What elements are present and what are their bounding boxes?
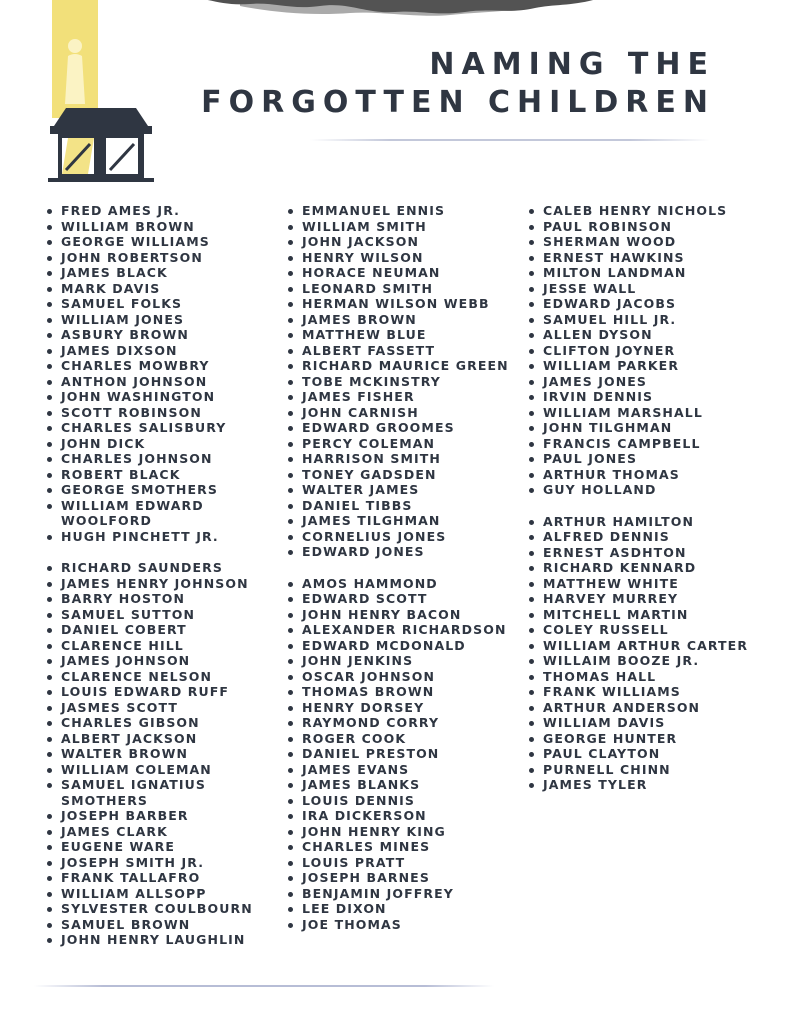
name-list-item: WILLIAM MARSHALL <box>528 405 768 421</box>
name-list-item: ARTHUR HAMILTON <box>528 514 768 530</box>
name-list-item: JAMES BLANKS <box>287 777 523 793</box>
name-list-item: WILLIAM EDWARD WOOLFORD <box>46 498 282 529</box>
name-list-item: WILLIAM ALLSOPP <box>46 886 282 902</box>
name-list-item: EDWARD SCOTT <box>287 591 523 607</box>
name-list-item: JAMES BROWN <box>287 312 523 328</box>
name-list-item: JOSEPH SMITH JR. <box>46 855 282 871</box>
title-line-1: NAMING THE <box>429 47 715 82</box>
name-list-item: ALBERT FASSETT <box>287 343 523 359</box>
name-list-item: CLARENCE HILL <box>46 638 282 654</box>
name-list-item: MATTHEW BLUE <box>287 327 523 343</box>
name-list-item: ERNEST ASDHTON <box>528 545 768 561</box>
name-list-item: ALEXANDER RICHARDSON <box>287 622 523 638</box>
name-list-item: MILTON LANDMAN <box>528 265 768 281</box>
name-list-item: CHARLES GIBSON <box>46 715 282 731</box>
name-list-item: LEONARD SMITH <box>287 281 523 297</box>
name-list-item: JAMES DIXSON <box>46 343 282 359</box>
name-list-item: OSCAR JOHNSON <box>287 669 523 685</box>
name-list-item: FRANK TALLAFRO <box>46 870 282 886</box>
name-list-item: TONEY GADSDEN <box>287 467 523 483</box>
name-list-item: WILLIAM ARTHUR CARTER <box>528 638 768 654</box>
name-list-item: FRANCIS CAMPBELL <box>528 436 768 452</box>
name-list-item: MITCHELL MARTIN <box>528 607 768 623</box>
name-list-item: LOUIS EDWARD RUFF <box>46 684 282 700</box>
name-list-item: CHARLES MINES <box>287 839 523 855</box>
name-list-item: CLIFTON JOYNER <box>528 343 768 359</box>
name-list-item: TOBE MCKINSTRY <box>287 374 523 390</box>
name-list-item: JAMES BLACK <box>46 265 282 281</box>
name-list-item: ALFRED DENNIS <box>528 529 768 545</box>
name-list-item: WALTER BROWN <box>46 746 282 762</box>
name-list-item: LOUIS PRATT <box>287 855 523 871</box>
name-list-item: EDWARD JONES <box>287 544 523 560</box>
name-list-item: JESSE WALL <box>528 281 768 297</box>
name-list-item: RICHARD MAURICE GREEN <box>287 358 523 374</box>
name-list-item: PURNELL CHINN <box>528 762 768 778</box>
ink-splash-graphic <box>180 0 600 18</box>
name-list-item: SAMUEL IGNATIUS SMOTHERS <box>46 777 282 808</box>
name-list-item: WALTER JAMES <box>287 482 523 498</box>
name-list-item: EDWARD JACOBS <box>528 296 768 312</box>
name-list-item: JOSEPH BARBER <box>46 808 282 824</box>
name-list-item: WILLIAM JONES <box>46 312 282 328</box>
name-list-item: EDWARD GROOMES <box>287 420 523 436</box>
name-list-item: HUGH PINCHETT JR. <box>46 529 282 545</box>
name-list-item: FRANK WILLIAMS <box>528 684 768 700</box>
name-list-item: FRED AMES JR. <box>46 203 282 219</box>
name-list-item: RAYMOND CORRY <box>287 715 523 731</box>
name-list-item: PAUL ROBINSON <box>528 219 768 235</box>
name-list-item: ASBURY BROWN <box>46 327 282 343</box>
name-list-item: CHARLES SALISBURY <box>46 420 282 436</box>
name-list-item: ARTHUR THOMAS <box>528 467 768 483</box>
name-list-item: WILLAIM BOOZE JR. <box>528 653 768 669</box>
name-list-item: MARK DAVIS <box>46 281 282 297</box>
name-list-item: BARRY HOSTON <box>46 591 282 607</box>
name-list-item: JAMES JOHNSON <box>46 653 282 669</box>
name-list-item: IRVIN DENNIS <box>528 389 768 405</box>
bottom-divider <box>34 985 494 987</box>
name-list-item: DANIEL COBERT <box>46 622 282 638</box>
name-list-item: WILLIAM BROWN <box>46 219 282 235</box>
name-list-item: WILLIAM PARKER <box>528 358 768 374</box>
name-list-item: HARRISON SMITH <box>287 451 523 467</box>
name-list-item: JOHN CARNISH <box>287 405 523 421</box>
page-title <box>201 46 715 122</box>
name-list-item: IRA DICKERSON <box>287 808 523 824</box>
name-list-item: JAMES JONES <box>528 374 768 390</box>
name-list-item: JOHN TILGHMAN <box>528 420 768 436</box>
name-list-item: CHARLES MOWBRY <box>46 358 282 374</box>
name-list-item: JOHN DICK <box>46 436 282 452</box>
name-list-item: JAMES HENRY JOHNSON <box>46 576 282 592</box>
name-list-item: GEORGE SMOTHERS <box>46 482 282 498</box>
names-column-2 <box>287 203 523 932</box>
name-list-item: SAMUEL BROWN <box>46 917 282 933</box>
name-list-item: THOMAS HALL <box>528 669 768 685</box>
name-list-item: HENRY WILSON <box>287 250 523 266</box>
name-list-item: JASMES SCOTT <box>46 700 282 716</box>
name-list-item: EUGENE WARE <box>46 839 282 855</box>
name-list-item: AMOS HAMMOND <box>287 576 523 592</box>
name-list-item: BENJAMIN JOFFREY <box>287 886 523 902</box>
name-list-item: JAMES TILGHMAN <box>287 513 523 529</box>
name-list-item: HERMAN WILSON WEBB <box>287 296 523 312</box>
name-list-item: HORACE NEUMAN <box>287 265 523 281</box>
name-list-item: PAUL JONES <box>528 451 768 467</box>
name-list-item: CORNELIUS JONES <box>287 529 523 545</box>
name-list-item: JOHN HENRY LAUGHLIN <box>46 932 282 948</box>
name-list-item: JOHN HENRY BACON <box>287 607 523 623</box>
name-list-item: PAUL CLAYTON <box>528 746 768 762</box>
name-list-item: RICHARD SAUNDERS <box>46 560 282 576</box>
name-list-item: JAMES FISHER <box>287 389 523 405</box>
name-list-item: SAMUEL HILL JR. <box>528 312 768 328</box>
name-list-item: DANIEL TIBBS <box>287 498 523 514</box>
title-divider <box>310 139 710 141</box>
name-list-item: ANTHON JOHNSON <box>46 374 282 390</box>
name-list-item: WILLIAM DAVIS <box>528 715 768 731</box>
name-list-item: LOUIS DENNIS <box>287 793 523 809</box>
name-list-item: SAMUEL FOLKS <box>46 296 282 312</box>
name-list-item: EDWARD MCDONALD <box>287 638 523 654</box>
name-list-item: WILLIAM SMITH <box>287 219 523 235</box>
name-list-item: JOHN HENRY KING <box>287 824 523 840</box>
name-list-item: SYLVESTER COULBOURN <box>46 901 282 917</box>
name-list-item: GEORGE HUNTER <box>528 731 768 747</box>
name-list-item: JAMES CLARK <box>46 824 282 840</box>
name-list-item: ROBERT BLACK <box>46 467 282 483</box>
name-list-item: CHARLES JOHNSON <box>46 451 282 467</box>
title-line-2: FORGOTTEN CHILDREN <box>201 85 715 120</box>
name-list-item: RICHARD KENNARD <box>528 560 768 576</box>
name-list-item: CLARENCE NELSON <box>46 669 282 685</box>
name-list-item: LEE DIXON <box>287 901 523 917</box>
name-list-item: COLEY RUSSELL <box>528 622 768 638</box>
schoolhouse-icon <box>48 104 154 182</box>
name-list-item: ERNEST HAWKINS <box>528 250 768 266</box>
light-beam-graphic <box>52 0 98 118</box>
name-list-item: JOE THOMAS <box>287 917 523 933</box>
name-list-item: EMMANUEL ENNIS <box>287 203 523 219</box>
name-list-item: MATTHEW WHITE <box>528 576 768 592</box>
name-list-item: SHERMAN WOOD <box>528 234 768 250</box>
name-list-item: ALBERT JACKSON <box>46 731 282 747</box>
names-column-1 <box>46 203 282 948</box>
name-list-item: JOSEPH BARNES <box>287 870 523 886</box>
name-list-item: JOHN ROBERTSON <box>46 250 282 266</box>
name-list-item: SAMUEL SUTTON <box>46 607 282 623</box>
name-list-item: JOHN JENKINS <box>287 653 523 669</box>
name-list-item: THOMAS BROWN <box>287 684 523 700</box>
name-list-item: JAMES EVANS <box>287 762 523 778</box>
name-list-item: JOHN JACKSON <box>287 234 523 250</box>
name-list-item: GUY HOLLAND <box>528 482 768 498</box>
name-list-item: JAMES TYLER <box>528 777 768 793</box>
name-list-item: ALLEN DYSON <box>528 327 768 343</box>
name-list-item: HENRY DORSEY <box>287 700 523 716</box>
name-list-item: JOHN WASHINGTON <box>46 389 282 405</box>
name-list-item: WILLIAM COLEMAN <box>46 762 282 778</box>
name-list-item: GEORGE WILLIAMS <box>46 234 282 250</box>
name-list-item: SCOTT ROBINSON <box>46 405 282 421</box>
name-list-item: CALEB HENRY NICHOLS <box>528 203 768 219</box>
name-list-item: PERCY COLEMAN <box>287 436 523 452</box>
names-column-3 <box>528 203 768 793</box>
name-list-item: ARTHUR ANDERSON <box>528 700 768 716</box>
name-list-item: DANIEL PRESTON <box>287 746 523 762</box>
name-list-item: ROGER COOK <box>287 731 523 747</box>
name-list-item: HARVEY MURREY <box>528 591 768 607</box>
